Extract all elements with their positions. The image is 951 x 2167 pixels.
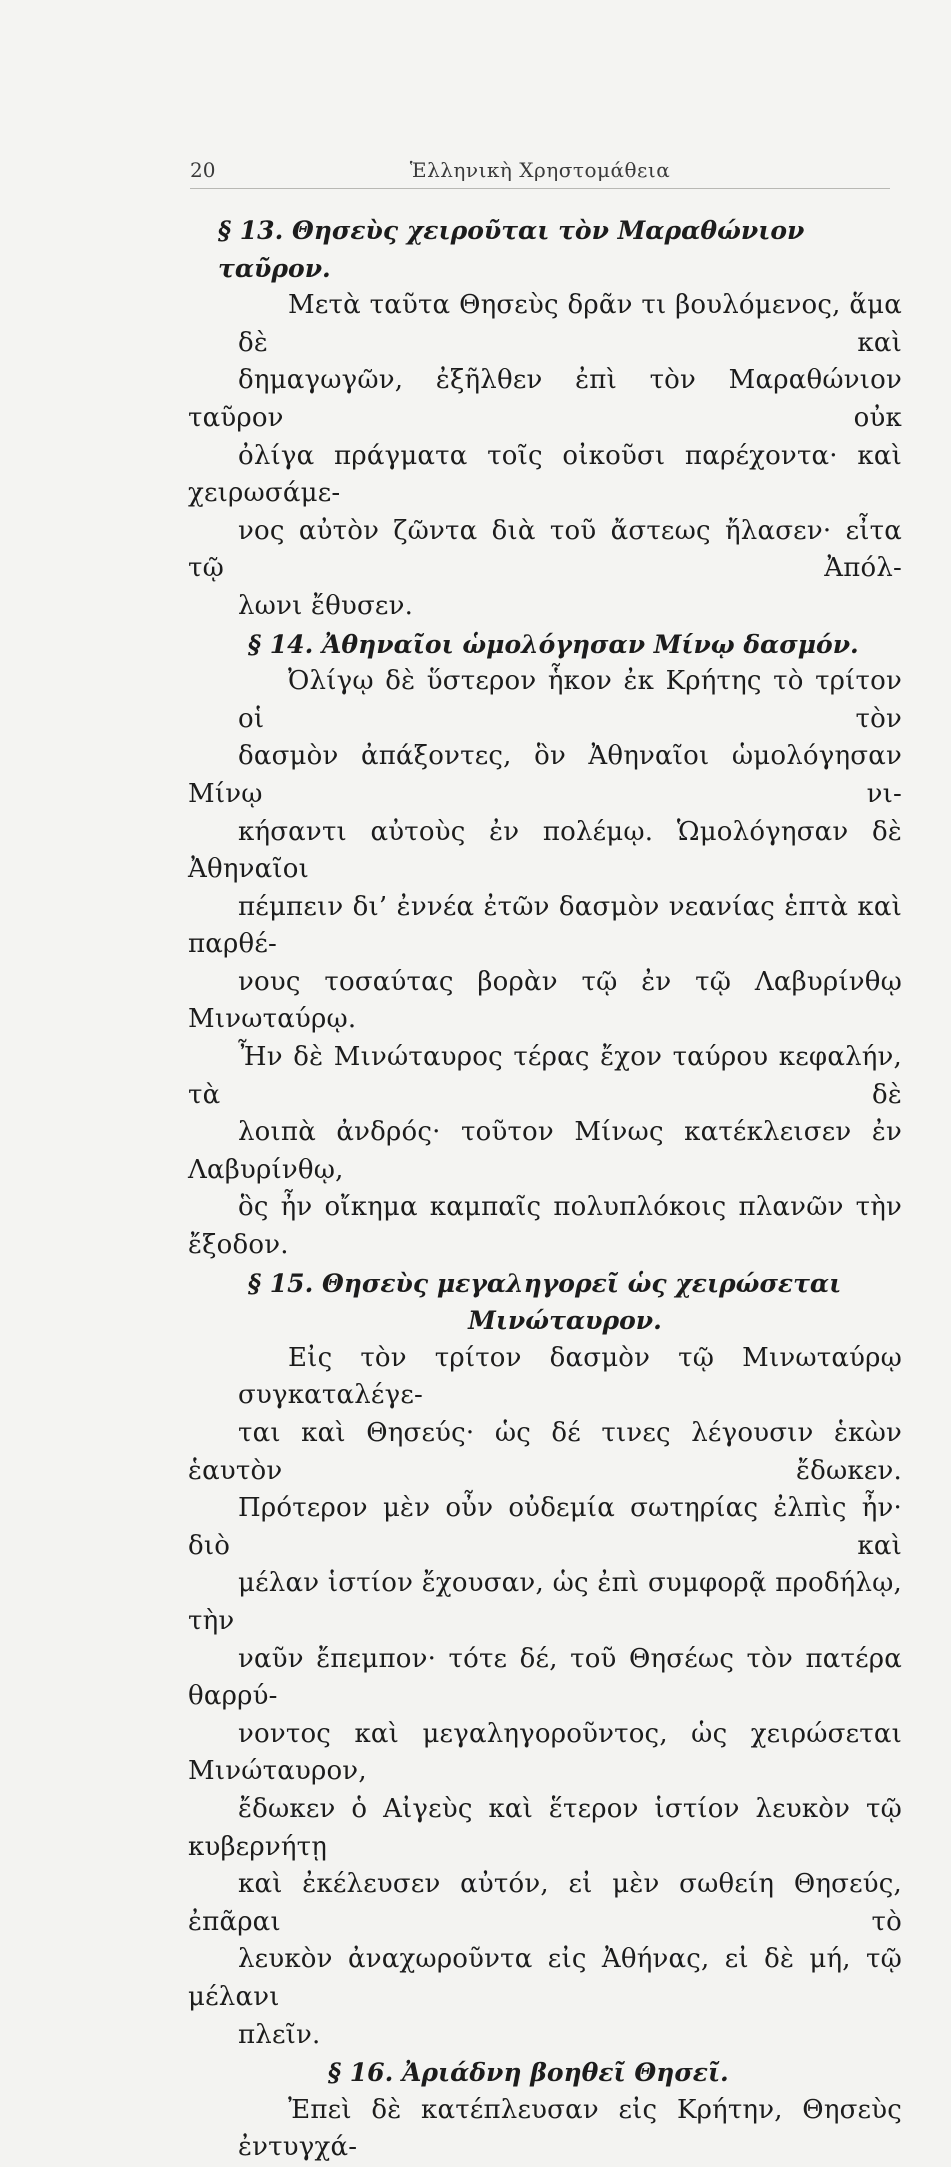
text-line: λωνι ἔθυσεν. [238, 590, 414, 621]
text-line: νος αὐτὸν ζῶντα διὰ τοῦ ἄστεως ἤλασεν· εἶτα τῷ Ἀπόλ- [188, 515, 902, 584]
section-16-paragraph [188, 2092, 902, 2167]
text-line: νους τοσαύτας βορὰν τῷ ἐν τῷ Λαβυρίνθῳ Μινωταύρῳ. [188, 966, 902, 1035]
page-body [188, 212, 902, 2167]
section-15-heading-cont: Μινώταυρον. [468, 1306, 662, 1336]
text-line: δημαγωγῶν, ἐξῆλθεν ἐπὶ τὸν Μαραθώνιον ταῦρον οὐκ [188, 365, 902, 433]
section-15-heading: § 15. Θησεὺς μεγαληγορεῖ ὡς χειρώσεται [248, 1268, 842, 1298]
text-line: δασμὸν ἀπάξοντες, ὃν Ἀθηναῖοι ὡμολόγησαν Μίνῳ νι- [188, 741, 902, 809]
text-line: ἔδωκεν ὁ Αἰγεὺς καὶ ἕτερον ἱστίον λευκὸν τῷ κυβερνήτῃ [188, 1793, 902, 1862]
text-line: πέμπειν δι’ ἐννέα ἐτῶν δασμὸν νεανίας ἑπτὰ καὶ παρθέ- [188, 891, 902, 960]
section-14-heading: § 14. Ἀθηναῖοι ὡμολόγησαν Μίνῳ δασμόν. [248, 629, 859, 659]
text-line: νοντος καὶ μεγαληγοροῦντος, ὡς χειρώσεται Μινώταυρον, [188, 1718, 902, 1787]
text-line: ὃς ἦν οἴκημα καμπαῖς πολυπλόκοις πλανῶν τὴν ἔξοδον. [188, 1192, 902, 1261]
text-line: Ἐπεὶ δὲ κατέπλευσαν εἰς Κρήτην, Θησεὺς ἐντυγχά- [238, 2094, 902, 2163]
text-line: Εἰς τὸν τρίτον δασμὸν τῷ Μινωταύρῳ συγκαταλέγε- [238, 1342, 902, 1411]
text-line: ὀλίγα πράγματα τοῖς οἰκοῦσι παρέχοντα· καὶ χειρωσάμε- [188, 440, 902, 509]
page-header [190, 158, 890, 189]
text-line: πλεῖν. [238, 2019, 321, 2050]
section-14-paragraph [188, 663, 902, 1265]
text-line: Πρότερον μὲν οὖν οὐδεμία σωτηρίας ἐλπὶς ἦν· διὸ καὶ [188, 1493, 902, 1561]
text-line: ναῦν ἔπεμπον· τότε δέ, τοῦ Θησέως τὸν πατέρα θαρρύ- [188, 1643, 902, 1712]
text-line: ται καὶ Θησεύς· ὡς δέ τινες λέγουσιν ἑκὼν ἑαυτὸν ἔδωκεν. [188, 1418, 902, 1486]
text-line: καὶ ἐκέλευσεν αὐτόν, εἰ μὲν σωθείη Θησεύς, ἐπᾶραι τὸ [188, 1869, 902, 1937]
text-line: Ἦν δὲ Μινώταυρος τέρας ἔχον ταύρου κεφαλήν, τὰ δὲ [188, 1042, 902, 1110]
text-line: μέλαν ἱστίον ἔχουσαν, ὡς ἐπὶ συμφορᾷ προδήλῳ, τὴν [188, 1568, 902, 1636]
text-line: Μετὰ ταῦτα Θησεὺς δρᾶν τι βουλόμενος, ἅμα δὲ καὶ [238, 290, 902, 358]
running-title: Ἑλληνικὴ Χρηστομάθεια [409, 158, 671, 182]
section-15-paragraph [188, 1340, 902, 2054]
text-line: κήσαντι αὐτοὺς ἐν πολέμῳ. Ὡμολόγησαν δὲ Ἀθηναῖοι [188, 816, 902, 885]
text-line: λευκὸν ἀναχωροῦντα εἰς Ἀθήνας, εἰ δὲ μή, τῷ μέλανι [188, 1944, 902, 2012]
text-line: Ὀλίγῳ δὲ ὕστερον ἧκον ἐκ Κρήτης τὸ τρίτον οἱ τὸν [238, 666, 902, 734]
section-16-heading: § 16. Ἀριάδνη βοηθεῖ Θησεῖ. [328, 2058, 729, 2088]
text-line: λοιπὰ ἀνδρός· τοῦτον Μίνως κατέκλεισεν ἐν Λαβυρίνθῳ, [188, 1117, 902, 1185]
section-13-heading: § 13. Θησεὺς χειροῦται τὸν Μαραθώνιον ταῦρον. [218, 216, 805, 283]
section-13-paragraph [188, 287, 902, 625]
page-number: 20 [190, 158, 216, 182]
